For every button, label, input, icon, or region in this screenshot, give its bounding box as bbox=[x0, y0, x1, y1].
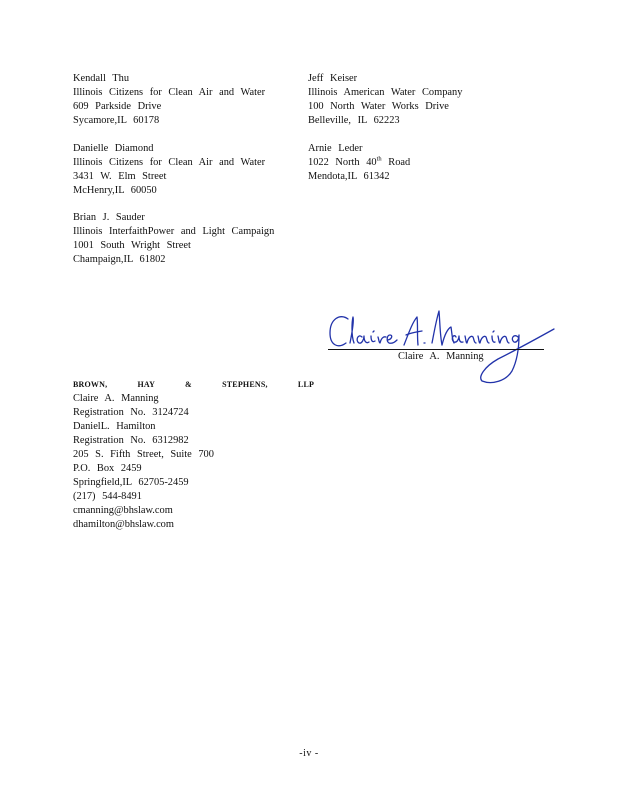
entry-name: Danielle Diamond bbox=[73, 143, 154, 154]
service-entry-arnie-leder bbox=[308, 142, 410, 184]
entry-name: Brian J. Sauder bbox=[73, 212, 145, 223]
entry-city-state-zip: Sycamore,IL 60178 bbox=[73, 115, 160, 126]
entry-organization: Illinois InterfaithPower and Light Campaign bbox=[73, 226, 275, 237]
entry-street bbox=[308, 156, 410, 170]
entry-city-state-zip: Mendota,IL 61342 bbox=[308, 171, 390, 182]
law-firm-name: BROWN, HAY & STEPHENS, LLP bbox=[73, 380, 315, 389]
counsel-line: Claire A. Manning bbox=[73, 393, 159, 404]
signature-drawing bbox=[322, 303, 558, 387]
entry-name: Arnie Leder bbox=[308, 143, 363, 154]
entry-city-state-zip: McHenry,IL 60050 bbox=[73, 185, 157, 196]
entry-name: Kendall Thu bbox=[73, 73, 130, 84]
handwritten-signature bbox=[322, 303, 558, 387]
entry-organization: Illinois Citizens for Clean Air and Water bbox=[73, 157, 266, 168]
entry-city-state-zip: Belleville, IL 62223 bbox=[308, 115, 400, 126]
entry-city-state-zip: Champaign,IL 61802 bbox=[73, 254, 166, 265]
entry-street: 3431 W. Elm Street bbox=[73, 171, 167, 182]
counsel-line: Registration No. 3124724 bbox=[73, 407, 189, 418]
counsel-line: P.O. Box 2459 bbox=[73, 463, 142, 474]
entry-street: 1001 South Wright Street bbox=[73, 240, 191, 251]
signature-printed-name: Claire A. Manning bbox=[398, 351, 484, 362]
page-number: -iv - bbox=[299, 748, 319, 759]
counsel-email: dhamilton@bhslaw.com bbox=[73, 519, 174, 530]
service-entry-kendall-thu bbox=[73, 72, 265, 128]
counsel-line: Springfield,IL 62705-2459 bbox=[73, 477, 189, 488]
counsel-line: Registration No. 6312982 bbox=[73, 435, 189, 446]
service-entry-danielle-diamond bbox=[73, 142, 265, 198]
street-name: Road bbox=[388, 157, 411, 168]
counsel-block bbox=[73, 378, 314, 532]
entry-street: 100 North Water Works Drive bbox=[308, 101, 449, 112]
counsel-email: cmanning@bhslaw.com bbox=[73, 505, 173, 516]
service-entry-jeff-keiser bbox=[308, 72, 462, 128]
street-ordinal-suffix: th bbox=[376, 155, 382, 163]
street-number: 1022 North 40 bbox=[308, 157, 377, 168]
counsel-line: DanielL. Hamilton bbox=[73, 421, 156, 432]
entry-name: Jeff Keiser bbox=[308, 73, 358, 84]
entry-organization: Illinois Citizens for Clean Air and Water bbox=[73, 87, 266, 98]
entry-organization: Illinois American Water Company bbox=[308, 87, 463, 98]
entry-street: 609 Parkside Drive bbox=[73, 101, 162, 112]
counsel-line: (217) 544-8491 bbox=[73, 491, 142, 502]
counsel-line: 205 S. Fifth Street, Suite 700 bbox=[73, 449, 214, 460]
service-entry-brian-sauder bbox=[73, 211, 274, 267]
